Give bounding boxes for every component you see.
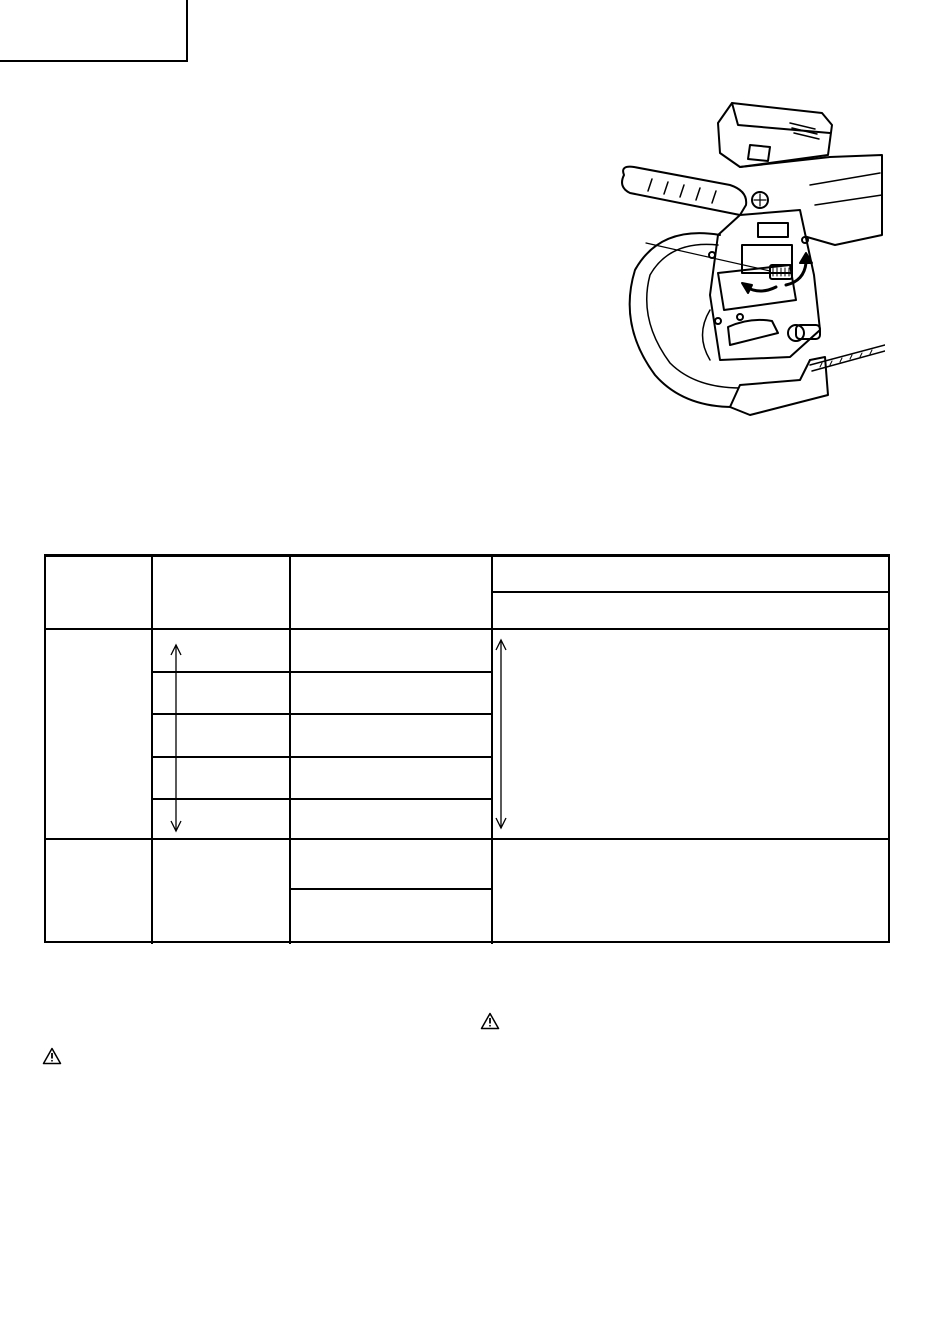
table-header-subline: [491, 591, 890, 593]
cutting-speed-table: [44, 554, 890, 943]
warning-triangle-icon-2: [42, 1047, 62, 1065]
table-header-bottom: [46, 628, 890, 630]
speed-row-line-1: [151, 671, 493, 673]
table-group-separator: [46, 838, 890, 840]
warning-triangle-icon: [480, 1012, 500, 1030]
material-row-line: [289, 888, 491, 890]
header-tab-box: [0, 0, 188, 62]
blade-range-arrow: [495, 638, 507, 830]
table-vline-3: [491, 557, 493, 944]
speed-range-arrow: [170, 643, 182, 833]
table-vline-2: [289, 557, 291, 944]
speed-row-line-3: [151, 756, 493, 758]
speed-row-line-2: [151, 713, 493, 715]
table-vline-1: [151, 557, 153, 944]
speed-row-line-4: [151, 798, 493, 800]
band-saw-illustration: [600, 95, 885, 425]
